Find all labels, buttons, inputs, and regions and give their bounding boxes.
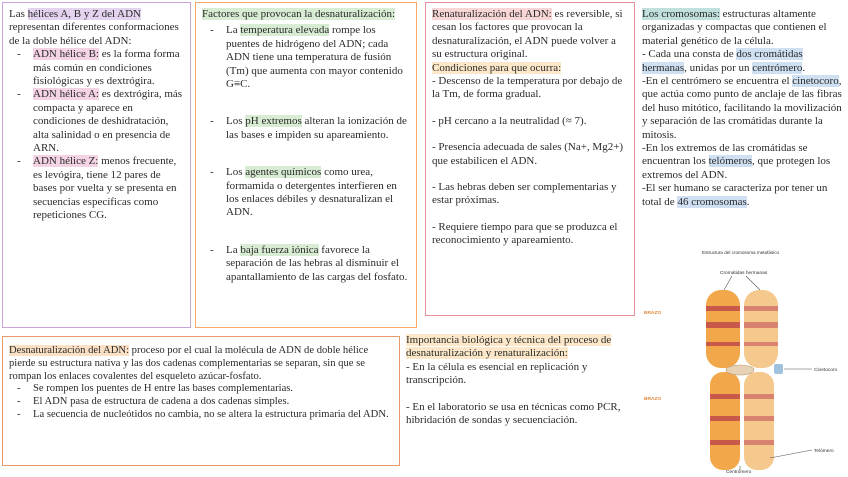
- label-centromero: Centrómero: [726, 470, 752, 474]
- list-item: - La baja fuerza iónica favorece la separación de las hebras al disminuir el apantallamiento de las cargas del fosfato.: [202, 244, 410, 284]
- importancia-p1: - En la célula es esencial en replicación y transcripción.: [406, 360, 588, 387]
- list-item: - ADN hélice B: es la forma forma más común en condiciones fisiológicas y es dextrógira.: [9, 48, 184, 88]
- importancia-title: Importancia biológica y técnica del proceso de desnaturalización y renaturalización:: [406, 334, 612, 360]
- helices-list: [9, 48, 184, 222]
- centromere-mark: [726, 365, 754, 375]
- factores-box: [195, 2, 417, 328]
- importancia-p2: - En el laboratorio se usa en técnicas como PCR, hibridación de sondas y secuenciación.: [406, 400, 621, 427]
- label-brazo-top: BRAZO: [644, 311, 662, 316]
- cromosomas-p5: -El ser humano se caracteriza por tener un total de 46 cromosomas.: [642, 182, 828, 208]
- condition-item: - Requiere tiempo para que se produzca el reconocimiento y apareamiento.: [432, 220, 618, 247]
- chromatid-right: [744, 290, 778, 470]
- factores-title: Factores que provocan la desnaturalización:: [202, 8, 396, 20]
- list-item: - Los pH extremos alteran la ionización de las bases e impiden su apareamiento.: [202, 115, 410, 142]
- list-item: - El ADN pasa de estructura de cadena a dos cadenas simples.: [9, 396, 393, 409]
- condition-item: - Descenso de la temperatura por debajo de la Tm, de forma gradual.: [432, 75, 623, 101]
- cromosomas-p2: - Cada una consta de dos cromátidas hermanas, unidas por un centrómero.: [642, 48, 806, 74]
- cromosomas-text: [642, 8, 844, 209]
- conditions-title: Condiciones para que ocurra:: [432, 61, 562, 74]
- desnaturalizacion-list: [9, 383, 393, 421]
- desnaturalizacion-box: [2, 336, 400, 466]
- cromosomas-p4: -En los extremos de las cromátidas se encuentran los telómeros, que protegen los extremos del ADN.: [642, 142, 831, 181]
- condition-item: - Presencia adecuada de sales (Na+, Mg2+) que estabilicen el ADN.: [432, 141, 624, 167]
- condition-item: - pH cercano a la neutralidad (≈ 7).: [432, 114, 587, 127]
- label-telomero: Telómero: [814, 449, 834, 454]
- cromosomas-p3: -En el centrómero se encuentra el cinetocoro, que actúa como punto de anclaje de las fibras del huso mitótico, facilitando la movilización y separación de las cromátidas durante la mitosis.: [642, 75, 842, 141]
- list-item: - La secuencia de nucleótidos no cambia, no se altera la estructura primaria del ADN.: [9, 409, 393, 422]
- kinetochore-mark: [774, 364, 783, 374]
- helices-intro: Las hélices A, B y Z del ADN representan diferentes conformaciones de la doble hélice del ADN:: [9, 8, 179, 47]
- figure-title: Estructura del cromosoma metafásico: [702, 250, 780, 255]
- desnaturalizacion-intro: Desnaturalización del ADN: proceso por el cual la molécula de ADN de doble hélice pierde su estructura nativa y las dos cadenas complementarias se separan, sin que se rompan los enlaces covalentes del esqueleto azúcar-fosfato.: [9, 345, 369, 382]
- list-item: - ADN hélice Z: menos frecuente, es levógira, tiene 12 pares de bases por vuelta y se presenta en secuencias específicas como repeticiones CG.: [9, 155, 184, 222]
- list-item: - Se rompen los puentes de H entre las bases complementarias.: [9, 383, 393, 396]
- list-item: - ADN hélice A: es dextrógira, más compacta y aparece en condiciones de deshidratación, alta salinidad o en presencia de ARN.: [9, 88, 184, 155]
- chromosome-figure: [640, 244, 846, 474]
- cromosomas-def: Los cromosomas: estructuras altamente organizadas y compactas que contienen el material genético de la célula.: [642, 8, 827, 47]
- importancia-box: [406, 334, 628, 427]
- condition-item: - Las hebras deben ser complementarias y estar próximas.: [432, 181, 617, 207]
- helices-box: [2, 2, 191, 328]
- renaturalizacion-intro: Renaturalización del ADN: es reversible, si cesan los factores que provocan la desnaturalización, el ADN puede volver a su estructura original.: [432, 8, 623, 61]
- label-cinetocoro: Cinetocoro: [814, 368, 838, 373]
- helices-title-highlight: hélices A, B y Z del ADN: [27, 8, 141, 20]
- label-brazo-bottom: BRAZO: [644, 397, 662, 402]
- label-cromatidas: Cromátidas hermanas: [720, 271, 768, 276]
- factores-list: [202, 24, 410, 284]
- chromatid-left: [706, 290, 740, 470]
- list-item: - La temperatura elevada rompe los puentes de hidrógeno del ADN; cada ADN tiene una temperatura de fusión (Tm) que aumenta con mayor contenido G≡C.: [202, 24, 410, 91]
- renaturalizacion-box: [425, 2, 635, 316]
- list-item: - Los agentes químicos como urea, formamida o detergentes interfieren en los enlaces débiles y desnaturalizan el ADN.: [202, 166, 410, 220]
